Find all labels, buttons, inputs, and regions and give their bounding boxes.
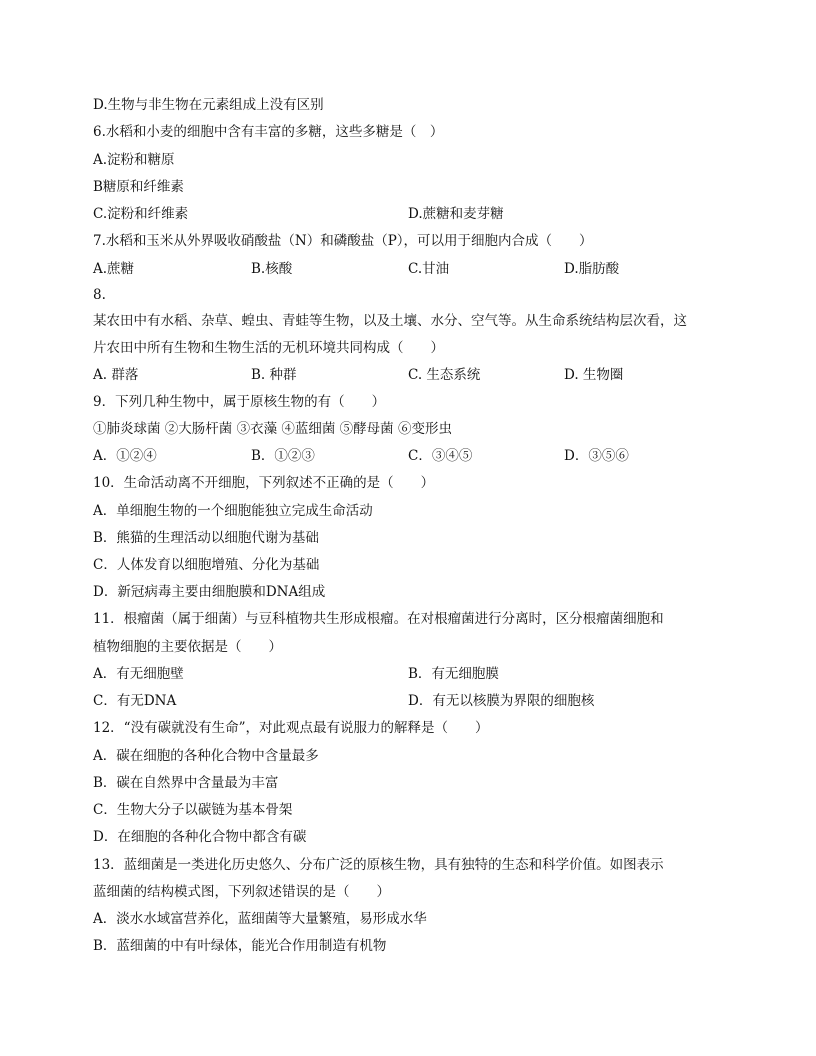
q6-option-c: C.淀粉和纤维素 [93,206,189,222]
q13-stem-line1: 13．蓝细菌是一类进化历史悠久、分布广泛的原核生物，具有独特的生态和科学价值。如图表示 [93,857,664,873]
q12-option-d: D．在细胞的各种化合物中都含有碳 [93,829,307,845]
q11-option-c: C．有无DNA [93,693,177,709]
q6-option-a: A.淀粉和糖原 [93,152,175,168]
q11-option-d: D．有无以核膜为界限的细胞核 [408,693,595,709]
q9-option-d: D．③⑤⑥ [564,448,629,464]
q5-option-d: D.生物与非生物在元素组成上没有区别 [93,97,324,113]
q12-stem: 12．“没有碳就没有生命”，对此观点最有说服力的解释是（ ） [93,720,489,736]
q6-option-b: B糖原和纤维素 [93,179,184,195]
q10-option-a: A．单细胞生物的一个细胞能独立完成生命活动 [93,503,373,519]
q10-option-c: C．人体发育以细胞增殖、分化为基础 [93,557,320,573]
q6-stem: 6.水稻和小麦的细胞中含有丰富的多糖，这些多糖是（ ） [93,124,444,140]
q7-option-a: A.蔗糖 [93,261,135,277]
q9-items: ①肺炎球菌 ②大肠杆菌 ③衣藻 ④蓝细菌 ⑤酵母菌 ⑥变形虫 [93,421,452,437]
q8-option-d: D. 生物圈 [564,367,624,383]
q13-option-a: A．淡水水域富营养化，蓝细菌等大量繁殖，易形成水华 [93,911,427,927]
q13-stem-line2: 蓝细菌的结构模式图，下列叙述错误的是（ ） [93,884,390,900]
q7-stem: 7.水稻和玉米从外界吸收硝酸盐（N）和磷酸盐（P），可以用于细胞内合成（ ） [93,233,593,249]
q9-option-b: B．①②③ [251,448,315,464]
q11-option-b: B．有无细胞膜 [408,666,499,682]
q11-stem-line2: 植物细胞的主要依据是（ ） [93,639,282,655]
q12-option-a: A．碳在细胞的各种化合物中含量最多 [93,748,319,764]
q8-stem-line1: 某农田中有水稻、杂草、蝗虫、青蛙等生物，以及土壤、水分、空气等。从生命系统结构层次看，这 [93,313,687,329]
q11-option-a: A．有无细胞壁 [93,666,184,682]
q10-option-b: B．熊猫的生理活动以细胞代谢为基础 [93,530,319,546]
q12-option-b: B．碳在自然界中含量最为丰富 [93,775,279,791]
q8-option-b: B. 种群 [251,367,297,383]
q9-option-a: A．①②④ [93,448,157,464]
q7-option-c: C.甘油 [408,261,450,277]
q9-option-c: C．③④⑤ [408,448,473,464]
q9-stem: 9．下列几种生物中，属于原核生物的有（ ） [93,394,386,410]
q6-option-d: D.蔗糖和麦芽糖 [408,206,504,222]
q8-option-a: A. 群落 [93,367,139,383]
q7-option-d: D.脂肪酸 [564,261,620,277]
q10-stem: 10．生命活动离不开细胞，下列叙述不正确的是（ ） [93,475,435,491]
q10-option-d: D．新冠病毒主要由细胞膜和DNA组成 [93,584,326,600]
q7-option-b: B.核酸 [251,261,293,277]
q8-stem-line2: 片农田中所有生物和生物生活的无机环境共同构成（ ） [93,340,444,356]
q11-stem-line1: 11．根瘤菌（属于细菌）与豆科植物共生形成根瘤。在对根瘤菌进行分离时，区分根瘤菌细胞和 [93,611,664,627]
q8-option-c: C. 生态系统 [408,367,481,383]
q13-option-b: B．蓝细菌的中有叶绿体，能光合作用制造有机物 [93,938,387,954]
q8-number: 8. [93,287,106,303]
q12-option-c: C．生物大分子以碳链为基本骨架 [93,802,293,818]
